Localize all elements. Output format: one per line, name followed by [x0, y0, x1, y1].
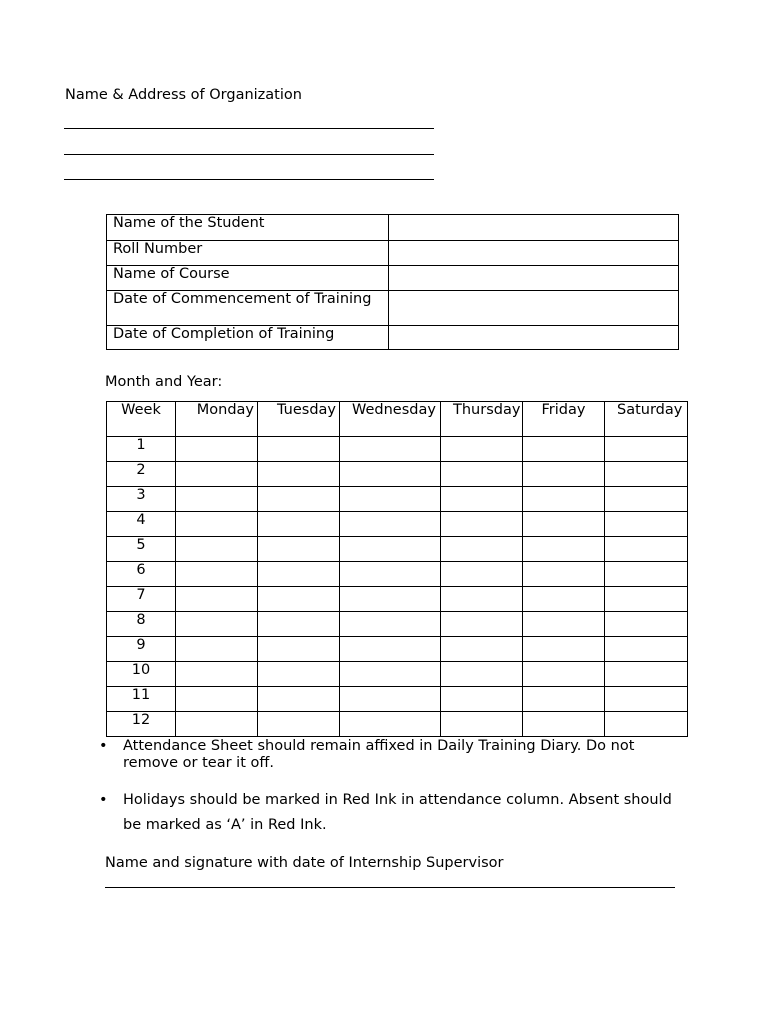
- attendance-cell[interactable]: [605, 462, 688, 487]
- month-year-label: Month and Year:: [105, 374, 223, 390]
- attendance-cell[interactable]: [340, 612, 441, 637]
- attendance-cell[interactable]: [523, 487, 605, 512]
- attendance-cell[interactable]: [340, 637, 441, 662]
- week-number: 2: [107, 462, 176, 487]
- table-row: [107, 215, 679, 241]
- week-number: 4: [107, 512, 176, 537]
- week-number: 3: [107, 487, 176, 512]
- attendance-cell[interactable]: [340, 462, 441, 487]
- commencement-date-label: Date of Commencement of Training: [107, 291, 389, 326]
- header-week: Week: [107, 402, 176, 437]
- attendance-cell[interactable]: [441, 537, 523, 562]
- table-row: [107, 612, 688, 637]
- table-row: [107, 326, 679, 350]
- attendance-cell[interactable]: [441, 437, 523, 462]
- attendance-cell[interactable]: [258, 562, 340, 587]
- organization-line-3: [64, 179, 434, 180]
- attendance-cell[interactable]: [441, 662, 523, 687]
- table-row: [107, 512, 688, 537]
- table-row: [107, 587, 688, 612]
- attendance-cell[interactable]: [340, 437, 441, 462]
- attendance-cell[interactable]: [176, 612, 258, 637]
- attendance-cell[interactable]: [258, 512, 340, 537]
- attendance-cell[interactable]: [176, 562, 258, 587]
- attendance-cell[interactable]: [176, 687, 258, 712]
- attendance-cell[interactable]: [176, 712, 258, 737]
- attendance-cell[interactable]: [176, 637, 258, 662]
- attendance-cell[interactable]: [176, 512, 258, 537]
- attendance-cell[interactable]: [605, 437, 688, 462]
- attendance-cell[interactable]: [523, 437, 605, 462]
- attendance-cell[interactable]: [176, 437, 258, 462]
- attendance-cell[interactable]: [176, 537, 258, 562]
- week-number: 6: [107, 562, 176, 587]
- attendance-cell[interactable]: [176, 662, 258, 687]
- attendance-cell[interactable]: [258, 712, 340, 737]
- table-row: [107, 712, 688, 737]
- attendance-cell[interactable]: [523, 587, 605, 612]
- attendance-cell[interactable]: [523, 512, 605, 537]
- supervisor-signature-line: [105, 887, 675, 888]
- course-name-label: Name of Course: [107, 266, 389, 291]
- week-number: 7: [107, 587, 176, 612]
- attendance-cell[interactable]: [605, 662, 688, 687]
- attendance-cell[interactable]: [441, 612, 523, 637]
- attendance-cell[interactable]: [441, 462, 523, 487]
- note-text: Attendance Sheet should remain affixed in Daily Training Diary. Do not remove or tear it off.: [123, 738, 635, 771]
- student-name-field[interactable]: [389, 215, 679, 241]
- attendance-cell[interactable]: [441, 587, 523, 612]
- attendance-cell[interactable]: [441, 637, 523, 662]
- week-number: 10: [107, 662, 176, 687]
- attendance-cell[interactable]: [441, 512, 523, 537]
- attendance-cell[interactable]: [258, 587, 340, 612]
- attendance-cell[interactable]: [523, 637, 605, 662]
- attendance-cell[interactable]: [340, 537, 441, 562]
- attendance-cell[interactable]: [523, 462, 605, 487]
- attendance-cell[interactable]: [523, 712, 605, 737]
- attendance-cell[interactable]: [605, 712, 688, 737]
- table-row: [107, 687, 688, 712]
- attendance-cell[interactable]: [258, 612, 340, 637]
- week-number: 5: [107, 537, 176, 562]
- attendance-cell[interactable]: [605, 612, 688, 637]
- attendance-cell[interactable]: [441, 687, 523, 712]
- table-row: [107, 562, 688, 587]
- attendance-cell[interactable]: [258, 662, 340, 687]
- table-row: [107, 462, 688, 487]
- attendance-cell[interactable]: [605, 687, 688, 712]
- roll-number-label: Roll Number: [107, 241, 389, 266]
- note-text: Holidays should be marked in Red Ink in attendance column. Absent should be marked as ‘A’ in Red Ink.: [123, 792, 672, 833]
- bullet-icon: •: [99, 738, 108, 754]
- attendance-cell[interactable]: [258, 637, 340, 662]
- attendance-cell[interactable]: [441, 487, 523, 512]
- attendance-cell[interactable]: [340, 587, 441, 612]
- header-saturday: Saturday: [605, 402, 688, 437]
- attendance-table: [106, 401, 688, 737]
- attendance-cell[interactable]: [340, 662, 441, 687]
- completion-date-field[interactable]: [389, 326, 679, 350]
- attendance-cell[interactable]: [176, 587, 258, 612]
- attendance-cell[interactable]: [605, 637, 688, 662]
- header-wednesday: Wednesday: [340, 402, 441, 437]
- table-row: [107, 637, 688, 662]
- attendance-cell[interactable]: [258, 462, 340, 487]
- attendance-cell[interactable]: [176, 487, 258, 512]
- student-name-label: Name of the Student: [107, 215, 389, 241]
- table-row: [107, 537, 688, 562]
- table-row: [107, 437, 688, 462]
- attendance-cell[interactable]: [258, 687, 340, 712]
- attendance-cell[interactable]: [605, 562, 688, 587]
- week-number: 1: [107, 437, 176, 462]
- week-number: 11: [107, 687, 176, 712]
- attendance-cell[interactable]: [605, 537, 688, 562]
- attendance-cell[interactable]: [441, 562, 523, 587]
- attendance-cell[interactable]: [523, 612, 605, 637]
- attendance-cell[interactable]: [340, 712, 441, 737]
- header-tuesday: Tuesday: [258, 402, 340, 437]
- course-name-field[interactable]: [389, 266, 679, 291]
- organization-line-1: [64, 128, 434, 129]
- attendance-cell[interactable]: [441, 712, 523, 737]
- header-thursday: Thursday: [441, 402, 523, 437]
- attendance-cell[interactable]: [523, 687, 605, 712]
- completion-date-label: Date of Completion of Training: [107, 326, 389, 350]
- attendance-header-row: [107, 402, 688, 437]
- table-row: [107, 662, 688, 687]
- organization-label: Name & Address of Organization: [65, 87, 302, 103]
- student-info-table: [106, 214, 679, 350]
- attendance-cell[interactable]: [258, 487, 340, 512]
- header-friday: Friday: [523, 402, 605, 437]
- attendance-cell[interactable]: [340, 487, 441, 512]
- attendance-cell[interactable]: [605, 587, 688, 612]
- table-row: [107, 266, 679, 291]
- bullet-icon: •: [99, 792, 108, 808]
- attendance-cell[interactable]: [523, 537, 605, 562]
- supervisor-label: Name and signature with date of Internship Supervisor: [105, 855, 504, 871]
- attendance-cell[interactable]: [258, 537, 340, 562]
- list-item: [99, 738, 685, 772]
- attendance-cell[interactable]: [523, 562, 605, 587]
- header-monday: Monday: [176, 402, 258, 437]
- attendance-cell[interactable]: [340, 512, 441, 537]
- attendance-cell[interactable]: [605, 512, 688, 537]
- week-number: 12: [107, 712, 176, 737]
- attendance-cell[interactable]: [605, 487, 688, 512]
- organization-line-2: [64, 154, 434, 155]
- roll-number-field[interactable]: [389, 241, 679, 266]
- notes-list: [99, 738, 685, 838]
- table-row: [107, 291, 679, 326]
- attendance-cell[interactable]: [340, 687, 441, 712]
- week-number: 9: [107, 637, 176, 662]
- commencement-date-field[interactable]: [389, 291, 679, 326]
- attendance-cell[interactable]: [176, 462, 258, 487]
- table-row: [107, 487, 688, 512]
- week-number: 8: [107, 612, 176, 637]
- attendance-cell[interactable]: [258, 437, 340, 462]
- attendance-cell[interactable]: [340, 562, 441, 587]
- list-item: [99, 788, 685, 838]
- table-row: [107, 241, 679, 266]
- attendance-cell[interactable]: [523, 662, 605, 687]
